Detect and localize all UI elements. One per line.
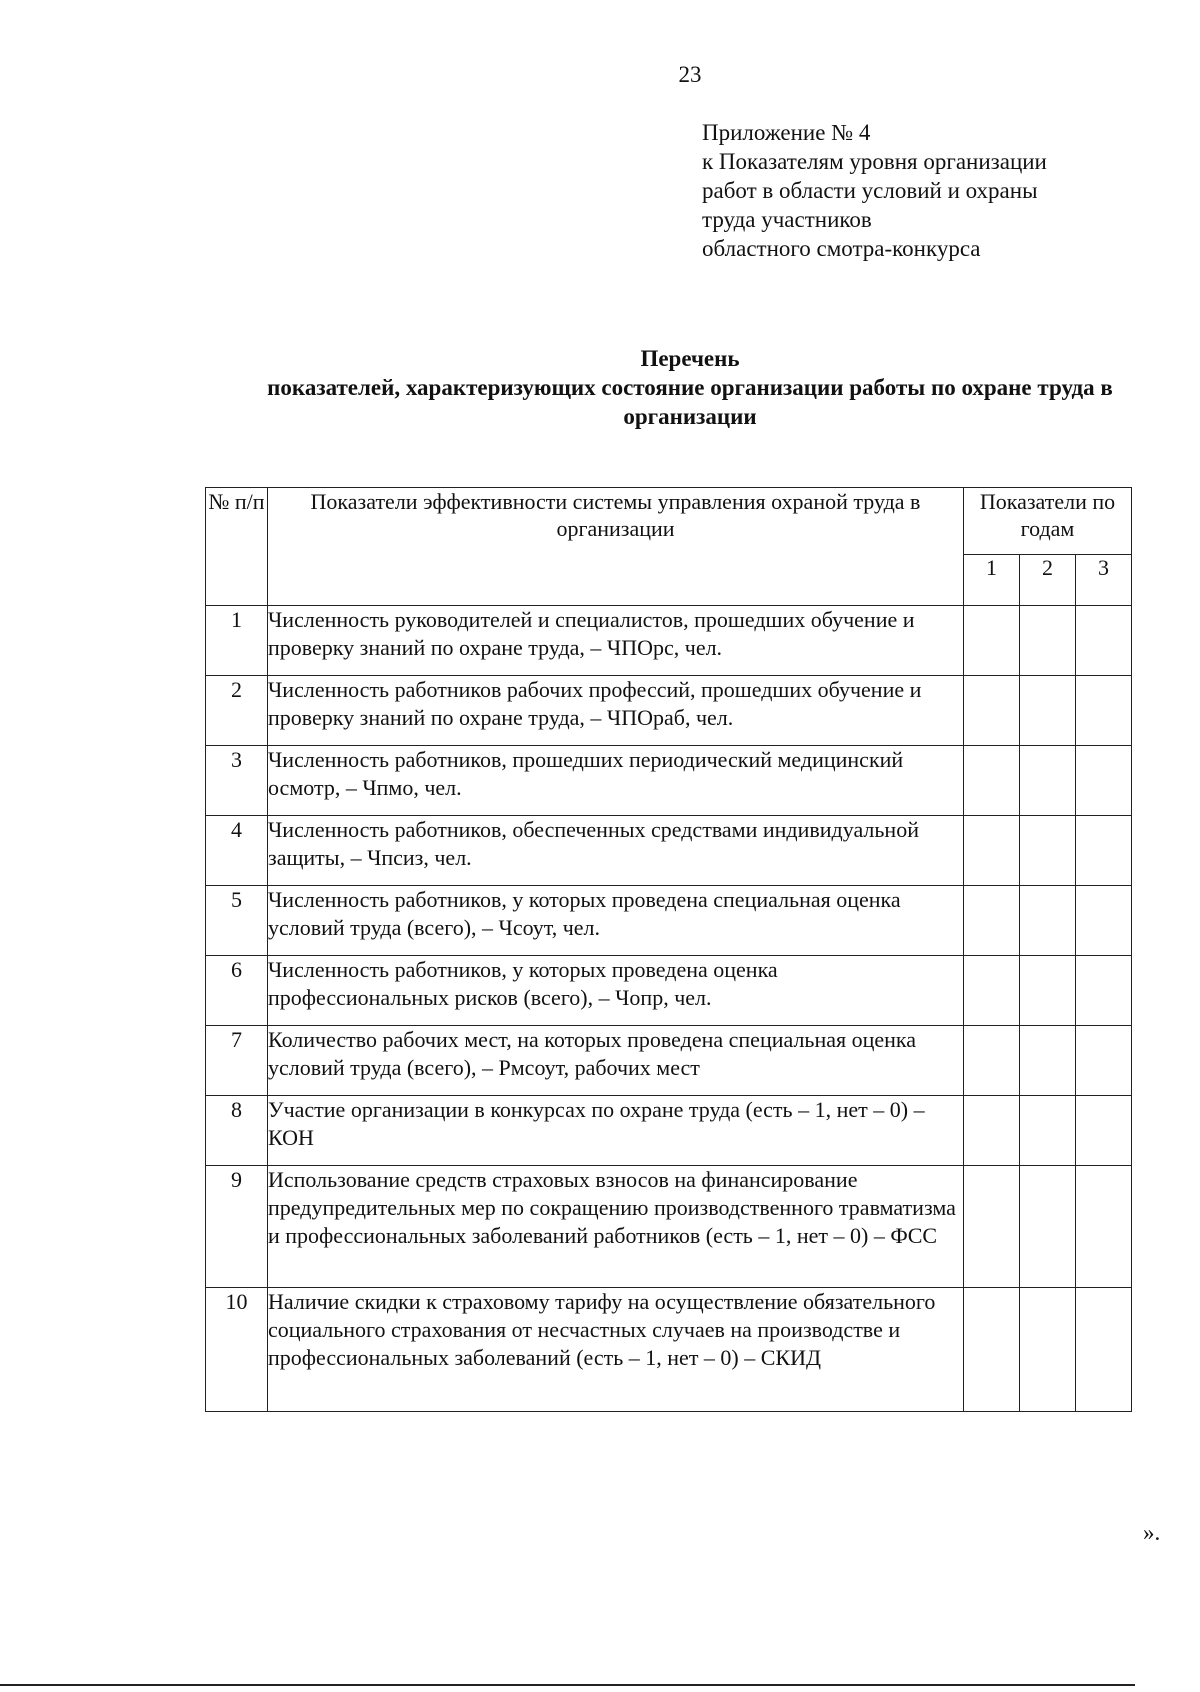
table-row <box>206 1096 1132 1166</box>
row-number: 9 <box>206 1166 268 1288</box>
table-row <box>206 1026 1132 1096</box>
year-value-cell <box>1076 1166 1132 1288</box>
year-value-cell <box>1020 886 1076 956</box>
year-value-cell <box>964 886 1020 956</box>
table-row <box>206 1166 1132 1288</box>
year-value-cell <box>1020 1096 1076 1166</box>
year-value-cell <box>964 816 1020 886</box>
year-value-cell <box>1020 816 1076 886</box>
bottom-rule <box>0 1684 1135 1686</box>
header-year: 3 <box>1076 555 1132 606</box>
appendix-line: Приложение № 4 <box>702 120 871 145</box>
header-number: № п/п <box>206 488 268 606</box>
appendix-line: областного смотра-конкурса <box>702 236 981 261</box>
year-value-cell <box>1076 746 1132 816</box>
header-year: 1 <box>964 555 1020 606</box>
row-indicator-text: Наличие скидки к страховому тарифу на осуществление обязательного социального страхования от несчастных случаев на производстве и профессиональных заболеваний (есть – 1, нет – 0) – СКИД <box>268 1288 964 1412</box>
row-indicator-text: Численность работников, прошедших периодический медицинский осмотр, – Чпмо, чел. <box>268 746 964 816</box>
closing-quote-mark: ». <box>1143 1520 1161 1545</box>
header-year: 2 <box>1020 555 1076 606</box>
heading-subtitle: показателей, характеризующих состояние организации работы по охране труда в организации <box>267 375 1113 429</box>
year-value-cell <box>1020 956 1076 1026</box>
row-number: 4 <box>206 816 268 886</box>
row-indicator-text: Численность работников, обеспеченных средствами индивидуальной защиты, – Чпсиз, чел. <box>268 816 964 886</box>
year-value-cell <box>964 746 1020 816</box>
year-value-cell <box>1020 746 1076 816</box>
year-value-cell <box>1020 606 1076 676</box>
year-value-cell <box>1020 1026 1076 1096</box>
year-value-cell <box>964 1166 1020 1288</box>
year-value-cell <box>1020 676 1076 746</box>
row-number: 5 <box>206 886 268 956</box>
header-years-group: Показатели по годам <box>964 488 1132 555</box>
row-number: 1 <box>206 606 268 676</box>
row-number: 10 <box>206 1288 268 1412</box>
row-indicator-text: Численность работников рабочих профессий, прошедших обучение и проверку знаний по охране труда, – ЧПОраб, чел. <box>268 676 964 746</box>
row-indicator-text: Использование средств страховых взносов на финансирование предупредительных мер по сокращению производственного травматизма и профессиональных заболеваний работников (есть – 1, нет – 0) – ФСС <box>268 1166 964 1288</box>
indicators-table <box>205 487 1132 1412</box>
heading-title: Перечень <box>640 346 740 371</box>
table-row <box>206 956 1132 1026</box>
year-value-cell <box>964 606 1020 676</box>
row-number: 6 <box>206 956 268 1026</box>
table-row <box>206 886 1132 956</box>
table-row <box>206 816 1132 886</box>
year-value-cell <box>1076 606 1132 676</box>
table-row <box>206 1288 1132 1412</box>
year-value-cell <box>1076 956 1132 1026</box>
row-indicator-text: Количество рабочих мест, на которых проведена специальная оценка условий труда (всего), – Рмсоут, рабочих мест <box>268 1026 964 1096</box>
page-number: 23 <box>678 62 702 87</box>
year-value-cell <box>1076 1096 1132 1166</box>
year-value-cell <box>964 676 1020 746</box>
year-value-cell <box>964 1096 1020 1166</box>
row-indicator-text: Численность руководителей и специалистов, прошедших обучение и проверку знаний по охране труда, – ЧПОрс, чел. <box>268 606 964 676</box>
year-value-cell <box>964 1288 1020 1412</box>
appendix-line: работ в области условий и охраны <box>702 178 1038 203</box>
row-number: 3 <box>206 746 268 816</box>
table-row <box>206 676 1132 746</box>
document-heading <box>230 344 1150 431</box>
year-value-cell <box>1076 676 1132 746</box>
year-value-cell <box>964 1026 1020 1096</box>
year-value-cell <box>1020 1288 1076 1412</box>
row-indicator-text: Численность работников, у которых проведена специальная оценка условий труда (всего), – Чсоут, чел. <box>268 886 964 956</box>
table-body <box>206 606 1132 1412</box>
appendix-note <box>702 118 1047 263</box>
appendix-line: к Показателям уровня организации <box>702 149 1047 174</box>
year-value-cell <box>1076 886 1132 956</box>
appendix-line: труда участников <box>702 207 872 232</box>
row-number: 8 <box>206 1096 268 1166</box>
row-number: 2 <box>206 676 268 746</box>
header-indicator: Показатели эффективности системы управления охраной труда в организации <box>268 488 964 606</box>
year-value-cell <box>1076 816 1132 886</box>
table-row <box>206 746 1132 816</box>
year-value-cell <box>1020 1166 1076 1288</box>
row-number: 7 <box>206 1026 268 1096</box>
year-value-cell <box>964 956 1020 1026</box>
year-value-cell <box>1076 1288 1132 1412</box>
row-indicator-text: Численность работников, у которых проведена оценка профессиональных рисков (всего), – Чопр, чел. <box>268 956 964 1026</box>
year-value-cell <box>1076 1026 1132 1096</box>
row-indicator-text: Участие организации в конкурсах по охране труда (есть – 1, нет – 0) – КОН <box>268 1096 964 1166</box>
table-row <box>206 606 1132 676</box>
